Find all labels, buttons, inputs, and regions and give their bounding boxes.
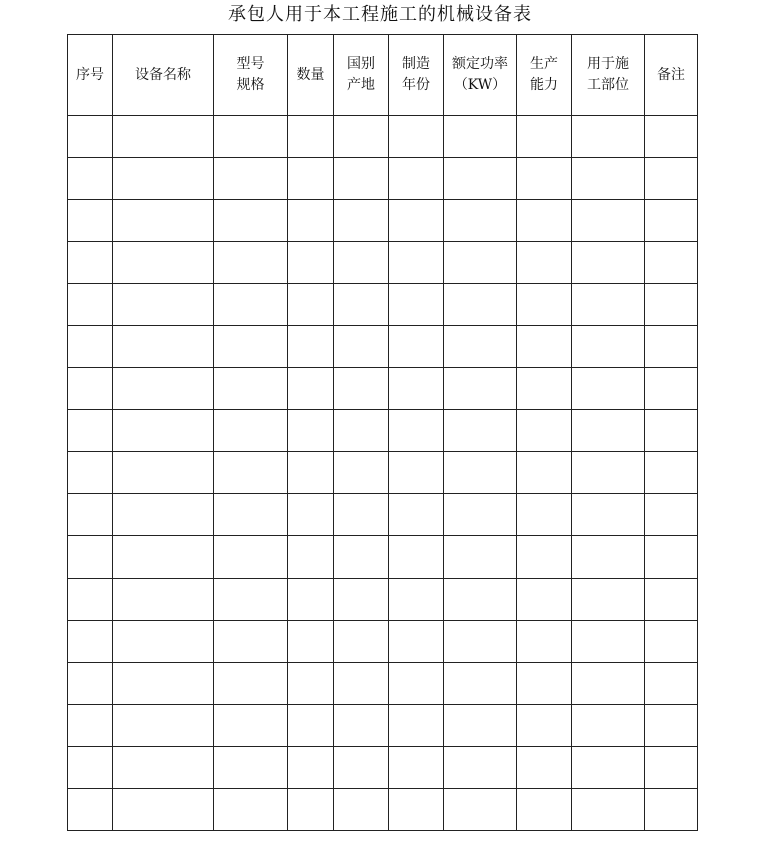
column-header-label: 型号 (236, 56, 265, 72)
table-cell (113, 116, 214, 158)
table-cell (572, 326, 645, 368)
table-cell (572, 536, 645, 578)
table-cell (517, 242, 572, 284)
column-header (334, 35, 389, 116)
column-header (645, 35, 698, 116)
table-cell (389, 242, 444, 284)
table-cell (517, 410, 572, 452)
table-cell (288, 368, 334, 410)
table-row (68, 536, 698, 578)
column-header-label: 年份 (402, 77, 430, 93)
table-cell (572, 788, 645, 830)
table-row (68, 578, 698, 620)
table-cell (572, 368, 645, 410)
table-cell (113, 704, 214, 746)
table-cell (645, 578, 698, 620)
table-cell (214, 494, 288, 536)
table-cell (288, 410, 334, 452)
table-cell (68, 242, 113, 284)
table-cell (444, 158, 517, 200)
table-cell (389, 410, 444, 452)
table-row (68, 158, 698, 200)
table-row (68, 116, 698, 158)
table-cell (517, 620, 572, 662)
table-cell (214, 158, 288, 200)
table-cell (444, 242, 517, 284)
table-cell (288, 326, 334, 368)
table-cell (517, 704, 572, 746)
column-header-label: 序号 (76, 66, 104, 83)
table-cell (389, 788, 444, 830)
table-cell (444, 788, 517, 830)
column-header-label: （KW） (453, 77, 507, 93)
table-cell (334, 368, 389, 410)
column-header-label: 工部位 (587, 77, 629, 93)
table-cell (334, 494, 389, 536)
table-cell (444, 494, 517, 536)
table-row (68, 494, 698, 536)
table-cell (113, 662, 214, 704)
table-cell (68, 620, 113, 662)
table-cell (113, 452, 214, 494)
table-cell (645, 620, 698, 662)
table-row (68, 620, 698, 662)
table-cell (214, 578, 288, 620)
table-cell (68, 536, 113, 578)
table-cell (389, 578, 444, 620)
table-cell (389, 452, 444, 494)
document-title: 承包人用于本工程施工的机械设备表 (228, 4, 532, 25)
table-cell (444, 746, 517, 788)
table-cell (517, 746, 572, 788)
table-cell (572, 704, 645, 746)
table-cell (214, 410, 288, 452)
table-cell (572, 452, 645, 494)
table-cell (214, 746, 288, 788)
column-header (444, 35, 517, 116)
table-cell (214, 620, 288, 662)
table-cell (645, 494, 698, 536)
table-cell (389, 746, 444, 788)
table-cell (113, 536, 214, 578)
table-cell (572, 662, 645, 704)
table-cell (645, 410, 698, 452)
column-header (572, 35, 645, 116)
table-cell (68, 788, 113, 830)
table-cell (645, 746, 698, 788)
table-cell (214, 326, 288, 368)
table-cell (572, 284, 645, 326)
table-cell (214, 242, 288, 284)
table-cell (645, 116, 698, 158)
table-cell (68, 200, 113, 242)
table-row (68, 326, 698, 368)
table-cell (517, 200, 572, 242)
table-cell (572, 410, 645, 452)
table-row (68, 662, 698, 704)
table-cell (389, 620, 444, 662)
column-header-label: 国别 (347, 56, 375, 72)
table-cell (68, 158, 113, 200)
table-cell (517, 578, 572, 620)
table-cell (214, 368, 288, 410)
table-cell (645, 242, 698, 284)
column-header (214, 35, 288, 116)
table-cell (517, 158, 572, 200)
table-cell (389, 284, 444, 326)
table-cell (334, 662, 389, 704)
table-cell (517, 788, 572, 830)
table-cell (389, 704, 444, 746)
table-row (68, 242, 698, 284)
table-cell (517, 116, 572, 158)
table-cell (444, 578, 517, 620)
table-cell (645, 368, 698, 410)
table-body (68, 116, 698, 831)
column-header-label: 产地 (347, 77, 375, 93)
table-cell (214, 452, 288, 494)
table-cell (444, 200, 517, 242)
table-cell (334, 116, 389, 158)
table-cell (68, 368, 113, 410)
table-cell (334, 452, 389, 494)
table-cell (288, 536, 334, 578)
table-cell (517, 536, 572, 578)
table-row (68, 704, 698, 746)
table-row (68, 200, 698, 242)
column-header-label: 数量 (296, 66, 325, 83)
table-cell (389, 200, 444, 242)
table-cell (334, 578, 389, 620)
table-row (68, 746, 698, 788)
table-cell (444, 326, 517, 368)
table-cell (645, 158, 698, 200)
table-cell (288, 284, 334, 326)
table-cell (68, 452, 113, 494)
table-cell (288, 662, 334, 704)
column-header-label: 备注 (657, 66, 685, 83)
column-header-label: 制造 (402, 56, 430, 72)
table-cell (389, 494, 444, 536)
table-cell (113, 368, 214, 410)
table-cell (572, 746, 645, 788)
table-cell (288, 200, 334, 242)
column-header-label: 规格 (236, 77, 265, 93)
table-cell (334, 410, 389, 452)
table-cell (334, 200, 389, 242)
table-cell (68, 116, 113, 158)
table-cell (444, 116, 517, 158)
table-cell (113, 788, 214, 830)
table-cell (444, 536, 517, 578)
column-header-label: 设备名称 (135, 66, 191, 83)
column-header-label: 能力 (530, 77, 558, 93)
table-cell (288, 452, 334, 494)
table-cell (517, 494, 572, 536)
table-cell (214, 284, 288, 326)
column-header (517, 35, 572, 116)
table-cell (517, 368, 572, 410)
table-cell (68, 746, 113, 788)
table-cell (645, 536, 698, 578)
table-cell (572, 620, 645, 662)
table-cell (444, 620, 517, 662)
table-cell (517, 284, 572, 326)
table-cell (288, 242, 334, 284)
table-cell (645, 788, 698, 830)
table-row (68, 452, 698, 494)
table-cell (517, 662, 572, 704)
table-cell (444, 368, 517, 410)
table-cell (645, 452, 698, 494)
table-cell (645, 662, 698, 704)
table-cell (645, 200, 698, 242)
table-cell (288, 746, 334, 788)
column-header-label: 生产 (530, 56, 558, 72)
table-cell (113, 242, 214, 284)
table-cell (288, 494, 334, 536)
table-cell (444, 284, 517, 326)
column-header (113, 35, 214, 116)
table-cell (572, 200, 645, 242)
table-cell (68, 704, 113, 746)
table-cell (214, 116, 288, 158)
table-cell (288, 116, 334, 158)
table-cell (68, 410, 113, 452)
table-cell (334, 242, 389, 284)
table-cell (334, 158, 389, 200)
table-cell (68, 494, 113, 536)
table-cell (214, 788, 288, 830)
table-cell (334, 620, 389, 662)
table-cell (288, 620, 334, 662)
table-cell (389, 116, 444, 158)
table-header-row (68, 35, 698, 116)
table-cell (572, 494, 645, 536)
column-header (68, 35, 113, 116)
table-cell (68, 284, 113, 326)
table-cell (517, 452, 572, 494)
table-cell (334, 746, 389, 788)
table-cell (113, 200, 214, 242)
table-cell (288, 158, 334, 200)
table-cell (68, 326, 113, 368)
table-cell (389, 536, 444, 578)
table-cell (214, 536, 288, 578)
table-cell (113, 620, 214, 662)
table-cell (113, 746, 214, 788)
table-cell (517, 326, 572, 368)
table-cell (334, 284, 389, 326)
table-row (68, 410, 698, 452)
column-header-label: 用于施 (587, 56, 629, 72)
table-row (68, 284, 698, 326)
table-cell (214, 662, 288, 704)
table-cell (645, 284, 698, 326)
table-cell (113, 284, 214, 326)
table-cell (334, 704, 389, 746)
table-cell (389, 368, 444, 410)
table-cell (288, 788, 334, 830)
table-cell (444, 704, 517, 746)
table-cell (444, 452, 517, 494)
table-cell (288, 578, 334, 620)
column-header (389, 35, 444, 116)
table-cell (444, 662, 517, 704)
table-cell (113, 578, 214, 620)
table-cell (572, 242, 645, 284)
equipment-table (67, 34, 698, 831)
table-cell (214, 200, 288, 242)
table-cell (389, 158, 444, 200)
table-cell (214, 704, 288, 746)
table-cell (389, 662, 444, 704)
table-cell (113, 326, 214, 368)
table-cell (113, 494, 214, 536)
table-cell (68, 662, 113, 704)
table-cell (389, 326, 444, 368)
column-header (288, 35, 334, 116)
table-row (68, 788, 698, 830)
table-cell (334, 326, 389, 368)
table-cell (645, 704, 698, 746)
table-cell (572, 158, 645, 200)
table-cell (68, 578, 113, 620)
table-cell (645, 326, 698, 368)
table-cell (113, 158, 214, 200)
column-header-label: 额定功率 (452, 56, 508, 72)
table-cell (113, 410, 214, 452)
table-cell (444, 410, 517, 452)
table-row (68, 368, 698, 410)
table-cell (288, 704, 334, 746)
table-cell (334, 788, 389, 830)
table-cell (572, 578, 645, 620)
table-cell (572, 116, 645, 158)
table-cell (334, 536, 389, 578)
